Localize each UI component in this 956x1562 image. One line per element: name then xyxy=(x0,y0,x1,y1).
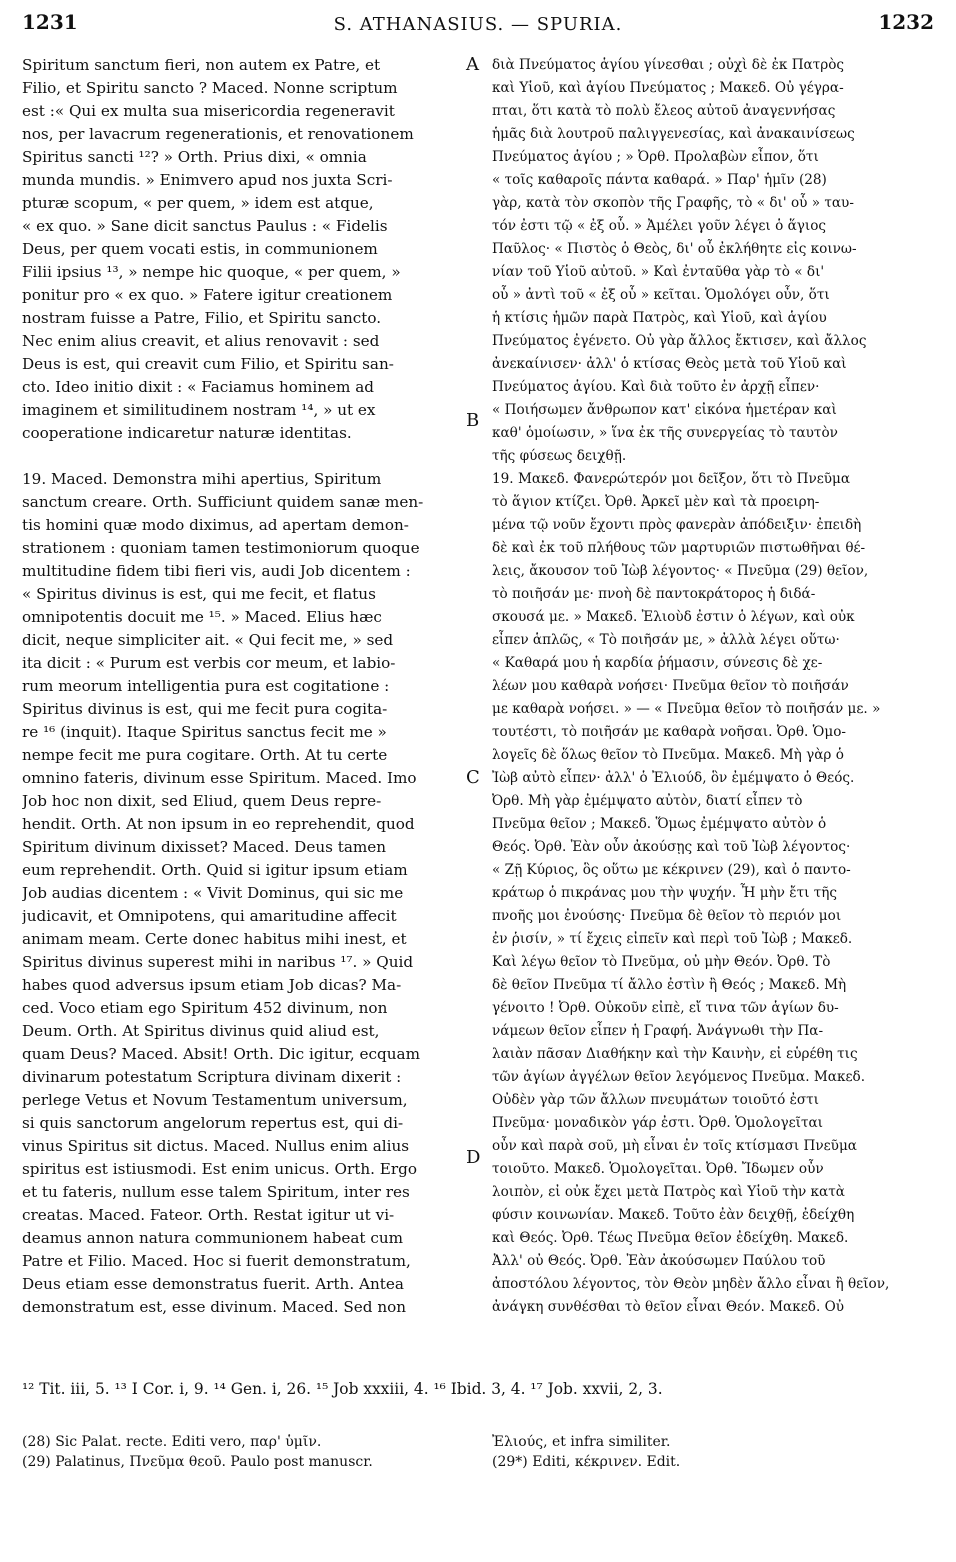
margin-letter-c: C xyxy=(466,767,480,788)
numbered-footnotes: ¹² Tit. iii, 5. ¹³ I Cor. i, 9. ¹⁴ Gen. i, 26. ¹⁵ Job xxxiii, 4. ¹⁶ Ibid. 3, 4. ¹⁷ Job. xxvii, 2, 3. xyxy=(22,1380,663,1398)
greek-line: Οὐδὲν γὰρ τῶν ἄλλων πνευμάτων τοιοῦτό ἐστι xyxy=(492,1092,820,1108)
footnote-29-star: (29*) Editi, κέκρινεν. Edit. xyxy=(492,1454,681,1470)
latin-line: animam meam. Certe donec habitus mihi inest, et xyxy=(22,930,407,948)
latin-line: ponitur pro « ex quo. » Fatere igitur creationem xyxy=(22,286,393,304)
latin-line: strationem : quoniam tamen testimoniorum quoque xyxy=(22,539,420,557)
latin-line: est :« Qui ex multa sua misericordia regeneravit xyxy=(22,102,395,120)
latin-line: Spiritus divinus is est, qui me fecit pura cogita- xyxy=(22,700,388,718)
greek-line: τῶν ἁγίων ἀγγέλων θεῖον λεγόμενος Πνεῦμα. Μακεδ. xyxy=(492,1069,866,1085)
latin-line: cooperatione indicaretur naturæ identitas. xyxy=(22,424,352,442)
latin-line: nos, per lavacrum regenerationis, et renovationem xyxy=(22,125,414,143)
greek-line: κράτωρ ὁ πικράνας μου τὴν ψυχήν. Ἦ μὴν ἔτι τῆς xyxy=(492,885,838,901)
greek-line: γὰρ, κατὰ τὸν σκοπὸν τῆς Γραφῆς, τὸ « δι' οὗ » ταυ- xyxy=(492,195,854,211)
latin-line: Patre et Filio. Maced. Hoc si fuerit demonstratum, xyxy=(22,1252,411,1270)
greek-line: τῆς φύσεως δειχθῇ. xyxy=(492,448,627,464)
greek-line: φύσιν κοινωνίαν. Μακεδ. Τοῦτο ἐὰν δειχθῇ, ἐδείχθη xyxy=(492,1207,855,1223)
greek-line: μένα τῷ νοῦν ἔχοντι πρὸς φανερὰν ἀπόδειξιν· ἐπειδὴ xyxy=(492,517,862,533)
margin-letter-b: B xyxy=(466,410,480,431)
greek-line: Πνεύματος ἐγένετο. Οὐ γὰρ ἄλλος ἔκτισεν, καὶ ἄλλος xyxy=(492,333,867,349)
greek-line: τὸ ποιῆσάν με· πνοὴ δὲ παντοκράτορος ἡ διδά- xyxy=(492,586,816,602)
greek-line: με καθαρὰ νοήσει. » — « Πνεῦμα θεῖον τὸ ποιῆσάν με. » xyxy=(492,701,881,717)
greek-line: ἡμᾶς διὰ λουτροῦ παλιγγενεσίας, καὶ ἀνακαινίσεως xyxy=(492,126,855,142)
page-number-left: 1231 xyxy=(22,10,78,34)
greek-line: καὶ Θεός. Ὀρθ. Τέως Πνεῦμα θεῖον ἐδείχθη. Μακεδ. xyxy=(492,1230,849,1246)
greek-line: Πνεῦμα· μοναδικὸν γάρ ἐστι. Ὀρθ. Ὁμολογεῖται xyxy=(492,1115,823,1131)
latin-line: 19. Maced. Demonstra mihi apertius, Spiritum xyxy=(22,470,382,488)
latin-column xyxy=(22,54,464,1319)
margin-letter-d: D xyxy=(466,1147,481,1168)
latin-line: Filio, et Spiritu sancto ? Maced. Nonne scriptum xyxy=(22,79,398,97)
greek-line: Θεός. Ὀρθ. Ἐὰν οὖν ἀκούσῃς καὶ τοῦ Ἰὼβ λέγοντος· xyxy=(492,839,851,855)
greek-line: « Καθαρά μου ἡ καρδία ῥήμασιν, σύνεσις δὲ χε- xyxy=(492,655,823,671)
latin-line: Deus, per quem vocati estis, in communionem xyxy=(22,240,378,258)
greek-line: καὶ Υἱοῦ, καὶ ἁγίου Πνεύματος ; Μακεδ. Οὐ γέγρα- xyxy=(492,80,844,96)
latin-line: quam Deus? Maced. Absit! Orth. Dic igitur, ecquam xyxy=(22,1045,420,1063)
latin-line: Deum. Orth. At Spiritus divinus quid aliud est, xyxy=(22,1022,380,1040)
latin-line: eum reprehendit. Orth. Quid si igitur ipsum etiam xyxy=(22,861,408,879)
running-title: S. ATHANASIUS. — SPURIA. xyxy=(333,14,623,35)
latin-line: ced. Voco etiam ego Spiritum 452 divinum, non xyxy=(22,999,388,1017)
greek-line: τουτέστι, τὸ ποιῆσάν με καθαρὰ νοῆσαι. Ὀρθ. Ὁμο- xyxy=(492,724,846,740)
latin-line: hendit. Orth. At non ipsum in eo reprehendit, quod xyxy=(22,815,415,833)
latin-line: dicit, neque simpliciter ait. « Qui fecit me, » sed xyxy=(22,631,394,649)
page-number-right: 1232 xyxy=(878,10,934,34)
greek-line: σκουσά με. » Μακεδ. Ἐλιοὺδ ἐστιν ὁ λέγων, καὶ οὐκ xyxy=(492,609,855,625)
latin-line: munda mundis. » Enimvero apud nos juxta Scri- xyxy=(22,171,393,189)
greek-line: λοιπὸν, εἰ οὐκ ἔχει μετὰ Πατρὸς καὶ Υἱοῦ τὴν κατὰ xyxy=(492,1184,845,1200)
latin-line: « Spiritus divinus is est, qui me fecit, et flatus xyxy=(22,585,376,603)
footnotes-left xyxy=(22,1432,472,1472)
latin-line: Spiritus divinus superest mihi in naribus ¹⁷. » Quid xyxy=(22,953,414,971)
greek-line: Ἀλλ' οὐ Θεός. Ὀρθ. Ἐὰν ἀκούσωμεν Παύλου τοῦ xyxy=(492,1253,826,1269)
latin-line: Deus etiam esse demonstratus fuerit. Arth. Antea xyxy=(22,1275,404,1293)
latin-line: re ¹⁶ (inquit). Itaque Spiritus sanctus fecit me » xyxy=(22,723,387,741)
greek-line: πνοῆς μοι ἐνούσης· Πνεῦμα δὲ θεῖον τὸ περιόν μοι xyxy=(492,908,842,924)
footnote-continuation: Ἐλιούς, et infra similiter. xyxy=(492,1434,671,1450)
greek-line: « Ποιήσωμεν ἄνθρωπον κατ' εἰκόνα ἡμετέραν καὶ xyxy=(492,402,837,418)
latin-line: demonstratum est, esse divinum. Maced. Sed non xyxy=(22,1298,407,1316)
page-header xyxy=(0,6,956,40)
greek-line: γένοιτο ! Ὀρθ. Οὐκοῦν εἰπὲ, εἴ τινα τῶν ἁγίων δυ- xyxy=(492,1000,839,1016)
greek-line: νίαν τοῦ Υἱοῦ αὐτοῦ. » Καὶ ἐνταῦθα γὰρ τὸ « δι' xyxy=(492,264,825,280)
greek-line: οὖν καὶ παρὰ σοῦ, μὴ εἶναι ἐν τοῖς κτίσμασι Πνεῦμα xyxy=(492,1138,857,1154)
greek-line: Καὶ λέγω θεῖον τὸ Πνεῦμα, οὐ μὴν Θεόν. Ὀρθ. Τὸ xyxy=(492,954,831,970)
latin-line: nostram fuisse a Patre, Filio, et Spiritu sancto. xyxy=(22,309,382,327)
footnote-29: (29) Palatinus, Πνεῦμα θεοῦ. Paulo post manuscr. xyxy=(22,1454,373,1470)
greek-line: Ὀρθ. Μὴ γὰρ ἐμέμψατο αὐτὸν, διατί εἶπεν τὸ xyxy=(492,793,803,809)
greek-line: 19. Μακεδ. Φανερώτερόν μοι δεῖξον, ὅτι τὸ Πνεῦμα xyxy=(492,471,851,487)
latin-line: si quis sanctorum angelorum repertus est, qui di- xyxy=(22,1114,404,1132)
latin-line: Deus is est, qui creavit cum Filio, et Spiritu san- xyxy=(22,355,394,373)
greek-line: « τοῖς καθαροῖς πάντα καθαρά. » Παρ' ἡμῖν (28) xyxy=(492,172,827,188)
latin-line: divinarum potestatum Scriptura divinam dixerit : xyxy=(22,1068,402,1086)
greek-line: τοιοῦτο. Μακεδ. Ὁμολογεῖται. Ὀρθ. Ἴδωμεν οὖν xyxy=(492,1161,824,1177)
latin-line: « ex quo. » Sane dicit sanctus Paulus : « Fidelis xyxy=(22,217,388,235)
latin-line: rum meorum intelligentia pura est cogitatione : xyxy=(22,677,390,695)
greek-line: ἀποστόλου λέγοντος, τὸν Θεὸν μηδὲν ἄλλο εἶναι ἢ θεῖον, xyxy=(492,1276,890,1292)
footnotes-right xyxy=(492,1432,936,1472)
greek-line: δὲ θεῖον Πνεῦμα τί ἄλλο ἐστὶν ἢ Θεός ; Μακεδ. Μὴ xyxy=(492,977,847,993)
greek-line: Πνεύματος ἁγίου. Καὶ διὰ τοῦτο ἐν ἀρχῇ εἶπεν· xyxy=(492,379,820,395)
greek-line: « Ζῇ Κύριος, ὃς οὕτω με κέκρινεν (29), καὶ ὁ παντο- xyxy=(492,862,851,878)
greek-line: λογεῖς δὲ ὅλως θεῖον τὸ Πνεῦμα. Μακεδ. Μὴ γὰρ ὁ xyxy=(492,747,844,763)
latin-line: Spiritus sancti ¹²? » Orth. Prius dixi, « omnia xyxy=(22,148,367,166)
greek-line: ἡ κτίσις ἡμῶν παρὰ Πατρὸς, καὶ Υἱοῦ, καὶ ἁγίου xyxy=(492,310,827,326)
latin-line: sanctum creare. Orth. Sufficiunt quidem sanæ men- xyxy=(22,493,424,511)
greek-line: καθ' ὁμοίωσιν, » ἵνα ἐκ τῆς συνεργείας τὸ ταυτὸν xyxy=(492,425,838,441)
greek-line: ἀνεκαίνισεν· ἀλλ' ὁ κτίσας Θεὸς μετὰ τοῦ Υἱοῦ καὶ xyxy=(492,356,847,372)
latin-line: omnipotentis docuit me ¹⁵. » Maced. Elius hæc xyxy=(22,608,382,626)
latin-line: cto. Ideo initio dixit : « Faciamus hominem ad xyxy=(22,378,374,396)
latin-line: Nec enim alius creavit, et alius renovavit : sed xyxy=(22,332,380,350)
latin-line: multitudine fidem tibi fieri vis, audi Job dicentem : xyxy=(22,562,411,580)
greek-line: οὗ » ἀντὶ τοῦ « ἐξ οὗ » κεῖται. Ὁμολόγει οὖν, ὅτι xyxy=(492,287,830,303)
greek-line: πται, ὅτι κατὰ τὸ πολὺ ἔλεος αὐτοῦ ἀναγεννήσας xyxy=(492,103,836,119)
greek-column xyxy=(492,54,936,1319)
latin-line: creatas. Maced. Fateor. Orth. Restat igitur ut vi- xyxy=(22,1206,395,1224)
latin-line: perlege Vetus et Novum Testamentum universum, xyxy=(22,1091,408,1109)
greek-line: Παῦλος· « Πιστὸς ὁ Θεὸς, δι' οὗ ἐκλήθητε εἰς κοινω- xyxy=(492,241,857,257)
greek-line: τὸ ἅγιον κτίζει. Ὀρθ. Ἀρκεῖ μὲν καὶ τὰ προειρη- xyxy=(492,494,820,510)
greek-line: νάμεων θεῖον εἶπεν ἡ Γραφή. Ἀνάγνωθι τὴν Πα- xyxy=(492,1023,824,1039)
latin-line: judicavit, et Omnipotens, qui amaritudine affecit xyxy=(22,907,397,925)
latin-line: Spiritum divinum dixisset? Maced. Deus tamen xyxy=(22,838,387,856)
latin-line: Job hoc non dixit, sed Eliud, quem Deus repre- xyxy=(22,792,382,810)
latin-line xyxy=(22,445,464,468)
latin-line: spiritus est istiusmodi. Est enim unicus. Orth. Ergo xyxy=(22,1160,417,1178)
greek-line: Πνεύματος ἁγίου ; » Ὀρθ. Προλαβὼν εἶπον, ὅτι xyxy=(492,149,819,165)
latin-line: ita dicit : « Purum est verbis cor meum, et labio- xyxy=(22,654,396,672)
latin-line: Spiritum sanctum fieri, non autem ex Patre, et xyxy=(22,56,381,74)
greek-line: τόν ἐστι τῷ « ἐξ οὗ. » Ἀμέλει γοῦν λέγει ὁ ἅγιος xyxy=(492,218,827,234)
latin-line: Filii ipsius ¹³, » nempe hic quoque, « per quem, » xyxy=(22,263,401,281)
latin-line: habes quod adversus ipsum etiam Job dicas? Ma- xyxy=(22,976,402,994)
greek-line: Πνεῦμα θεῖον ; Μακεδ. Ὅμως ἐμέμψατο αὐτὸν ὁ xyxy=(492,816,827,832)
latin-line: Job audias dicentem : « Vivit Dominus, qui sic me xyxy=(22,884,404,902)
greek-line: διὰ Πνεύματος ἁγίου γίνεσθαι ; οὐχὶ δὲ ἐκ Πατρὸς xyxy=(492,57,845,73)
latin-line: deamus annon natura communionem habeat cum xyxy=(22,1229,404,1247)
greek-line: ἀνάγκη συνθέσθαι τὸ θεῖον εἶναι Θεόν. Μακεδ. Οὐ xyxy=(492,1299,845,1315)
latin-line: imaginem et similitudinem nostram ¹⁴, » ut ex xyxy=(22,401,376,419)
latin-line: omnino fateris, divinum esse Spiritum. Maced. Imo xyxy=(22,769,417,787)
latin-line: tis homini quæ modo diximus, ad apertam demon- xyxy=(22,516,409,534)
latin-line: nempe fecit me pura cogitare. Orth. At tu certe xyxy=(22,746,388,764)
greek-line: ἐν ῥισίν, » τί ἔχεις εἰπεῖν καὶ περὶ τοῦ Ἰὼβ ; Μακεδ. xyxy=(492,931,853,947)
greek-line: λεις, ἄκουσον τοῦ Ἰὼβ λέγοντος· « Πνεῦμα (29) θεῖον, xyxy=(492,563,869,579)
greek-line: Ἰὼβ αὐτὸ εἶπεν· ἀλλ' ὁ Ἐλιούδ, ὃν ἐμέμψατο ὁ Θεός. xyxy=(492,770,855,786)
footnote-28: (28) Sic Palat. recte. Editi vero, παρ' ὑμῖν. xyxy=(22,1434,322,1450)
greek-line: εἶπεν ἁπλῶς, « Τὸ ποιῆσάν με, » ἀλλὰ λέγει οὕτω· xyxy=(492,632,840,648)
latin-line: pturæ scopum, « per quem, » idem est atque, xyxy=(22,194,374,212)
margin-letter-a: A xyxy=(466,54,479,75)
greek-line: δὲ καὶ ἐκ τοῦ πλήθους τῶν μαρτυριῶν πιστωθῆναι θέ- xyxy=(492,540,866,556)
greek-line: λαιὰν πᾶσαν Διαθήκην καὶ τὴν Καινὴν, εἰ εὑρέθη τις xyxy=(492,1046,858,1062)
latin-line: vinus Spiritus sit dictus. Maced. Nullus enim alius xyxy=(22,1137,410,1155)
latin-line: et tu fateris, nullum esse talem Spiritum, inter res xyxy=(22,1183,410,1201)
greek-line: λέων μου καθαρὰ νοήσει· Πνεῦμα θεῖον τὸ ποιῆσάν xyxy=(492,678,849,694)
